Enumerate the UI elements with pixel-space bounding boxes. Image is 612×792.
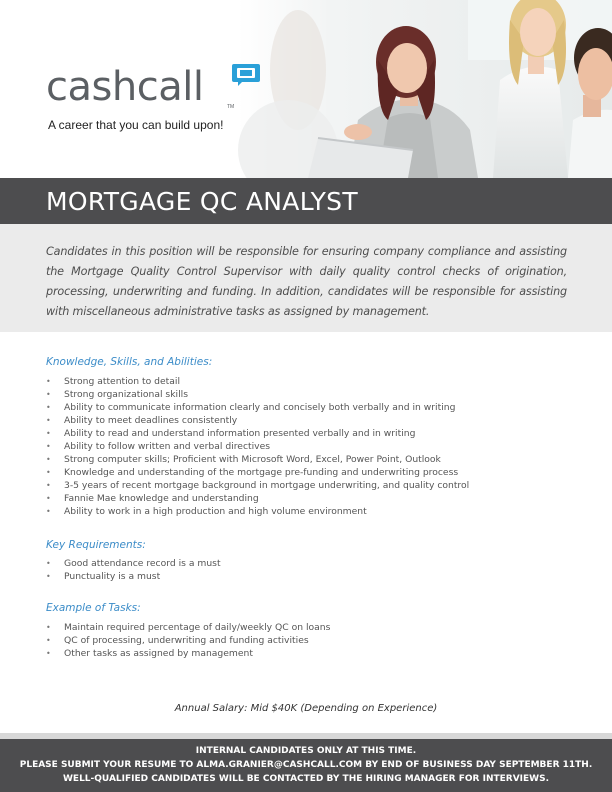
logo-wordmark: cashcall [46, 64, 204, 110]
list-item [46, 440, 469, 453]
list-item [46, 375, 469, 388]
list-item [46, 427, 469, 440]
list-item [46, 388, 469, 401]
footer-line-2: PLEASE SUBMIT YOUR RESUME TO ALMA.GRANIER@CASHCALL.COM BY END OF BUSINESS DAY SEPTEMBER 11TH. [19, 760, 593, 770]
salary-text: Annual Salary: Mid $40K (Depending on Experience) [174, 703, 438, 714]
bullet-icon: • [46, 507, 51, 516]
list-item-text: Ability to work in a high production and high volume environment [64, 506, 367, 517]
list-item [46, 466, 469, 479]
job-summary-box [0, 224, 612, 332]
footer-line-1: INTERNAL CANDIDATES ONLY AT THIS TIME. [195, 746, 417, 756]
requirements-list [46, 557, 221, 583]
list-item-text: Strong organizational skills [64, 389, 188, 400]
bullet-icon: • [46, 481, 51, 490]
bullet-icon: • [46, 403, 51, 412]
bullet-icon: • [46, 636, 51, 645]
bullet-icon: • [46, 468, 51, 477]
header-hero [0, 0, 612, 178]
ksa-heading: Knowledge, Skills, and Abilities: [46, 356, 213, 368]
list-item-text: Strong attention to detail [64, 376, 181, 387]
job-summary-text: Candidates in this position will be responsible for ensuring company compliance and assisting the Mortgage Quality Control Supervisor with daily quality control checks of origination, processing, underwriting and funding. In addition, candidates will be responsible for assisting with miscellaneous administrative tasks as assigned by management. [46, 245, 567, 318]
bullet-icon: • [46, 649, 51, 658]
list-item-text: 3-5 years of recent mortgage background in mortgage underwriting, and quality control [64, 480, 470, 491]
list-item-text: QC of processing, underwriting and funding activities [64, 635, 309, 646]
trademark-mark: TM [227, 104, 235, 110]
tasks-list [46, 621, 330, 660]
list-item-text: Ability to communicate information clearly and concisely both verbally and in writing [64, 402, 456, 413]
list-item [46, 401, 469, 414]
list-item-text: Knowledge and understanding of the mortgage pre-funding and underwriting process [64, 467, 459, 478]
list-item [46, 479, 469, 492]
office-team-photo [238, 0, 612, 178]
bullet-icon: • [46, 494, 51, 503]
bullet-icon: • [46, 455, 51, 464]
chat-bubble-icon [232, 64, 260, 86]
bullet-icon: • [46, 390, 51, 399]
list-item [46, 634, 330, 647]
tasks-heading: Example of Tasks: [46, 602, 141, 614]
bullet-icon: • [46, 559, 51, 568]
ksa-list [46, 375, 469, 518]
tagline: A career that you can build upon! [48, 118, 224, 132]
list-item [46, 453, 469, 466]
footer-banner [0, 739, 612, 792]
list-item [46, 570, 221, 583]
job-title: MORTGAGE QC ANALYST [46, 187, 358, 216]
footer-line-3: WELL-QUALIFIED CANDIDATES WILL BE CONTACTED BY THE HIRING MANAGER FOR INTERVIEWS. [63, 774, 549, 784]
bullet-icon: • [46, 442, 51, 451]
list-item-text: Fannie Mae knowledge and understanding [64, 493, 259, 504]
job-title-bar [0, 178, 612, 224]
bullet-icon: • [46, 429, 51, 438]
list-item [46, 414, 469, 427]
list-item-text: Good attendance record is a must [64, 558, 221, 569]
list-item [46, 505, 469, 518]
list-item [46, 621, 330, 634]
list-item [46, 647, 330, 660]
list-item-text: Ability to meet deadlines consistently [64, 415, 238, 426]
bullet-icon: • [46, 416, 51, 425]
list-item-text: Other tasks as assigned by management [64, 648, 253, 659]
list-item-text: Strong computer skills; Proficient with Microsoft Word, Excel, Power Point, Outlook [64, 454, 441, 465]
list-item-text: Ability to read and understand information presented verbally and in writing [64, 428, 416, 439]
bullet-icon: • [46, 623, 51, 632]
list-item-text: Ability to follow written and verbal directives [64, 441, 271, 452]
list-item [46, 492, 469, 505]
list-item-text: Punctuality is a must [64, 571, 161, 582]
requirements-heading: Key Requirements: [46, 539, 146, 551]
bullet-icon: • [46, 572, 51, 581]
list-item [46, 557, 221, 570]
bullet-icon: • [46, 377, 51, 386]
list-item-text: Maintain required percentage of daily/weekly QC on loans [64, 622, 331, 633]
